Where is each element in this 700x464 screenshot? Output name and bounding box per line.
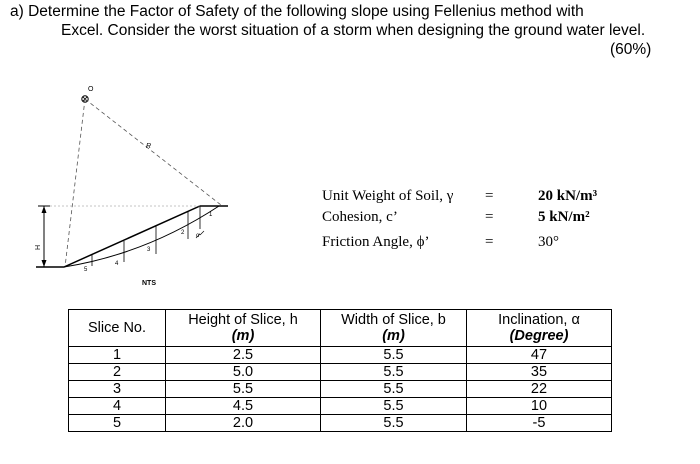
param-label: Cohesion, c’ <box>322 209 398 225</box>
param-label: Unit Weight of Soil, γ <box>322 188 454 204</box>
param-label: Friction Angle, ϕ’ <box>322 234 430 250</box>
table-cell: 4 <box>69 398 166 415</box>
height-label: H <box>35 244 42 250</box>
radius-line-left <box>65 99 85 267</box>
center-label: O <box>88 86 94 93</box>
radius-line <box>85 99 221 205</box>
table-cell: 5.5 <box>321 398 467 415</box>
scale-note: NTS <box>142 280 156 287</box>
table-cell: 10 <box>467 398 612 415</box>
param-value: 20 kN/m³ <box>538 188 598 204</box>
table-cell: -5 <box>467 415 612 432</box>
table-cell: 1 <box>69 347 166 364</box>
col-header-width: Width of Slice, b (m) <box>321 310 467 347</box>
col-header-slice-no: Slice No. <box>69 310 166 347</box>
question-marks: (60%) <box>610 41 652 58</box>
table-header-row <box>69 310 612 347</box>
table-cell: 2.5 <box>166 347 321 364</box>
table-cell: 5.5 <box>321 415 467 432</box>
table-cell: 5.5 <box>166 381 321 398</box>
col-header-inclination: Inclination, α (Degree) <box>467 310 612 347</box>
table-cell: 3 <box>69 381 166 398</box>
slice-label-3: 3 <box>147 247 151 253</box>
angle-label: α <box>196 233 200 239</box>
slope-diagram <box>28 82 238 294</box>
param-eq: = <box>485 209 494 225</box>
slice-label-5: 5 <box>84 267 88 273</box>
table-row <box>69 347 612 364</box>
param-value: 30° <box>538 234 559 250</box>
table-row <box>69 398 612 415</box>
table-cell: 2 <box>69 364 166 381</box>
table-cell: 35 <box>467 364 612 381</box>
table-row <box>69 415 612 432</box>
slice-label-2: 2 <box>181 230 185 236</box>
param-eq: = <box>485 234 494 250</box>
table-cell: 47 <box>467 347 612 364</box>
param-eq: = <box>485 188 494 204</box>
slice-label-4: 4 <box>115 261 119 267</box>
table-cell: 2.0 <box>166 415 321 432</box>
table-cell: 5.0 <box>166 364 321 381</box>
table-row <box>69 381 612 398</box>
table-cell: 22 <box>467 381 612 398</box>
slice-table <box>68 309 612 432</box>
table-cell: 5 <box>69 415 166 432</box>
question-line-1: a) Determine the Factor of Safety of the following slope using Fellenius method with <box>10 3 584 20</box>
radius-label: R <box>146 143 152 150</box>
slice-label-1: 1 <box>209 212 213 218</box>
table-row <box>69 364 612 381</box>
table-cell: 4.5 <box>166 398 321 415</box>
table-cell: 5.5 <box>321 381 467 398</box>
col-header-height: Height of Slice, h (m) <box>166 310 321 347</box>
table-cell: 5.5 <box>321 364 467 381</box>
question-line-2: Excel. Consider the worst situation of a storm when designing the ground water level. <box>61 22 646 39</box>
table-cell: 5.5 <box>321 347 467 364</box>
param-value: 5 kN/m² <box>538 209 590 225</box>
